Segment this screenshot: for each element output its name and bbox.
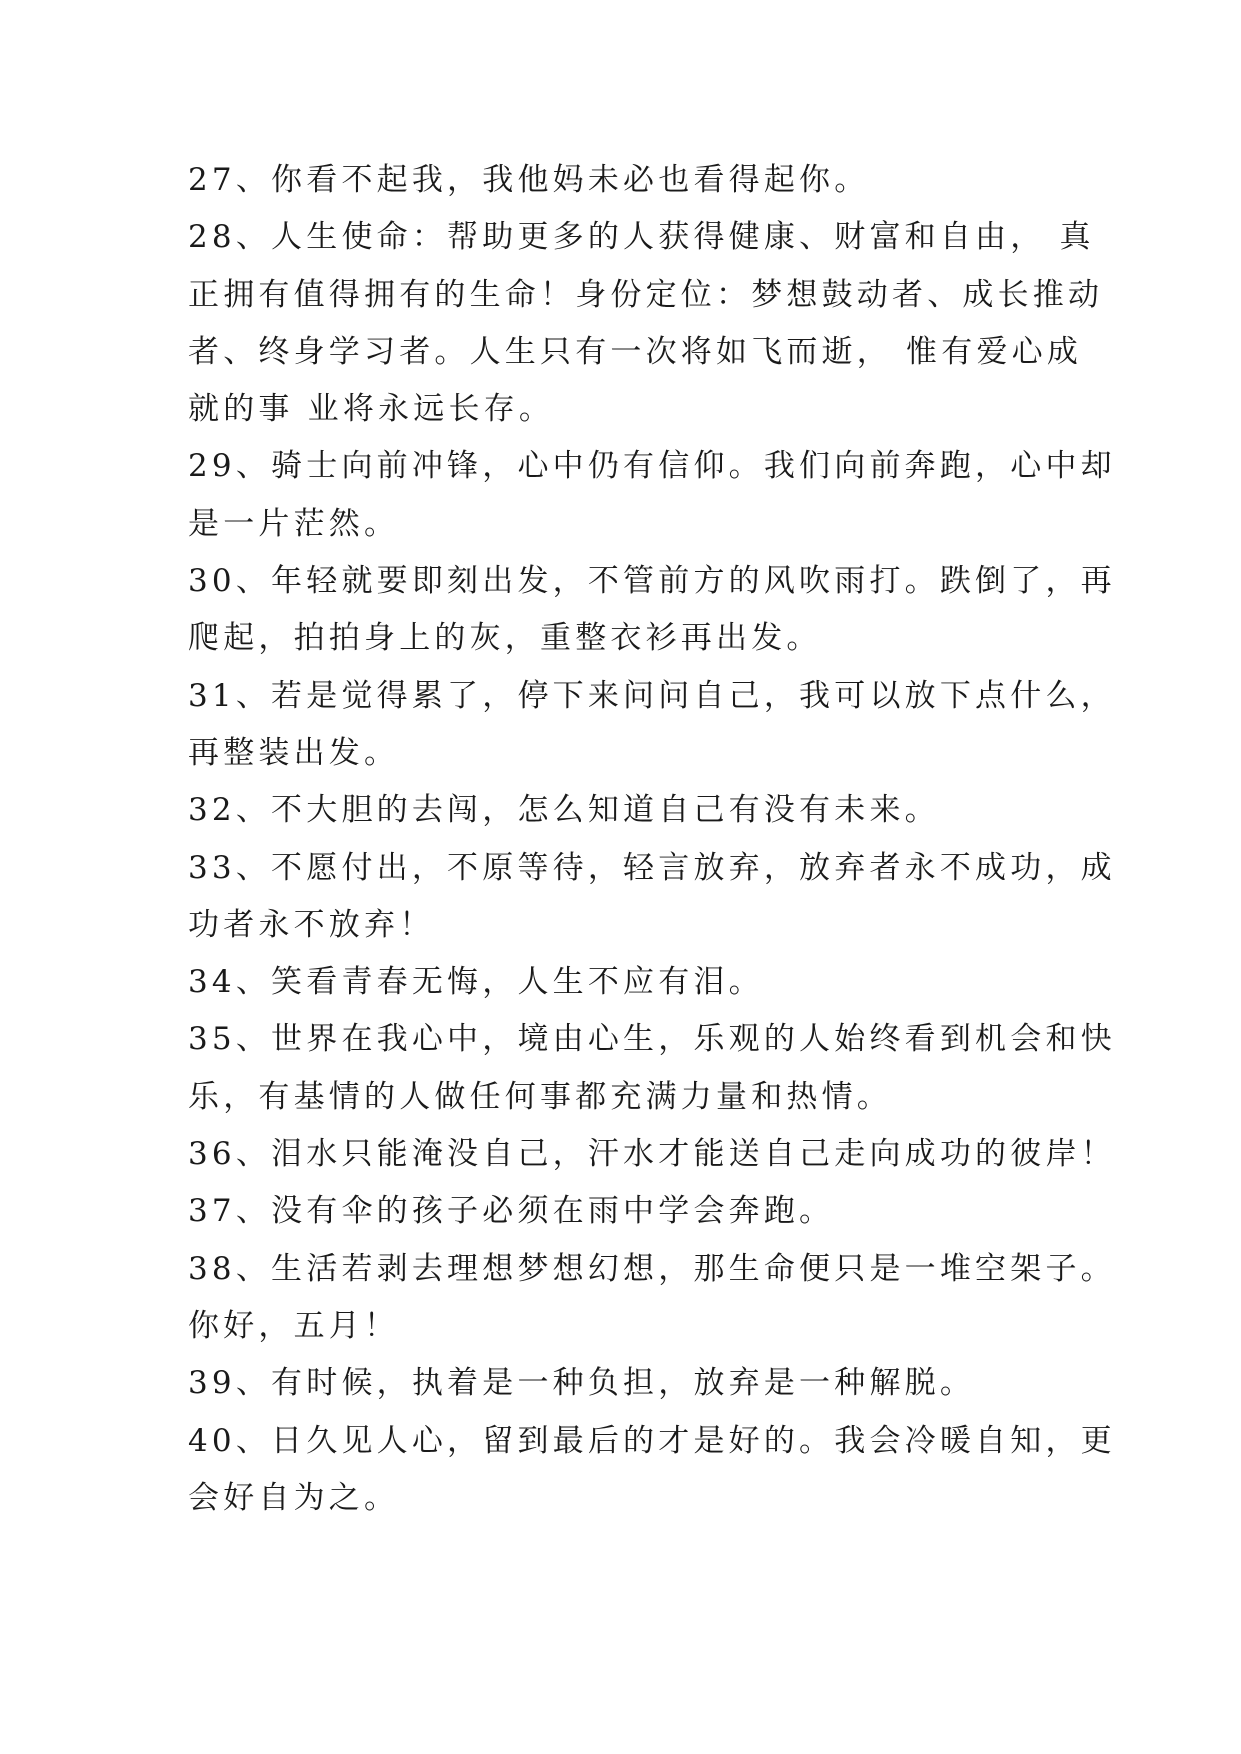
text-line: 功者永不放弃！ — [188, 906, 435, 943]
text-line: 32、不大胆的去闯，怎么知道自己有没有未来。 — [188, 792, 940, 829]
text-line: 29、骑士向前冲锋，心中仍有信仰。我们向前奔跑，心中却 — [188, 448, 1116, 485]
text-line: 再整装出发。 — [188, 734, 400, 771]
text-line: 31、若是觉得累了，停下来问问自己，我可以放下点什么， — [188, 677, 1116, 714]
text-line: 33、不愿付出，不原等待，轻言放弃，放弃者永不成功，成 — [188, 849, 1116, 886]
text-line: 39、有时候，执着是一种负担，放弃是一种解脱。 — [188, 1365, 976, 1402]
text-line: 35、世界在我心中，境由心生，乐观的人始终看到机会和快 — [188, 1021, 1116, 1058]
text-line: 就的事 业将永远长存。 — [188, 391, 555, 428]
text-line: 27、你看不起我，我他妈未必也看得起你。 — [188, 162, 870, 198]
text-line: 28、人生使命：帮助更多的人获得健康、财富和自由， 真 — [188, 219, 1095, 256]
text-line: 你好，五月！ — [188, 1307, 400, 1344]
document-body — [188, 152, 1116, 1527]
text-line: 37、没有伞的孩子必须在雨中学会奔跑。 — [188, 1193, 835, 1230]
text-line: 是一片茫然。 — [188, 505, 400, 542]
text-line: 正拥有值得拥有的生命！身份定位：梦想鼓动者、成长推动 — [188, 276, 1104, 313]
text-line: 34、笑看青春无悔，人生不应有泪。 — [188, 964, 764, 1001]
text-line: 乐，有基情的人做任何事都充满力量和热情。 — [188, 1078, 892, 1115]
text-line: 30、年轻就要即刻出发，不管前方的风吹雨打。跌倒了，再 — [188, 563, 1116, 600]
text-line: 爬起，拍拍身上的灰，重整衣衫再出发。 — [188, 620, 822, 657]
text-line: 36、泪水只能淹没自己，汗水才能送自己走向成功的彼岸！ — [188, 1136, 1116, 1173]
text-line: 会好自为之。 — [188, 1479, 400, 1516]
text-line: 者、终身学习者。人生只有一次将如飞而逝， 惟有爱心成 — [188, 333, 1083, 370]
text-line: 38、生活若剥去理想梦想幻想，那生命便只是一堆空架子。 — [188, 1250, 1116, 1287]
text-line: 40、日久见人心，留到最后的才是好的。我会冷暖自知，更 — [188, 1422, 1116, 1459]
